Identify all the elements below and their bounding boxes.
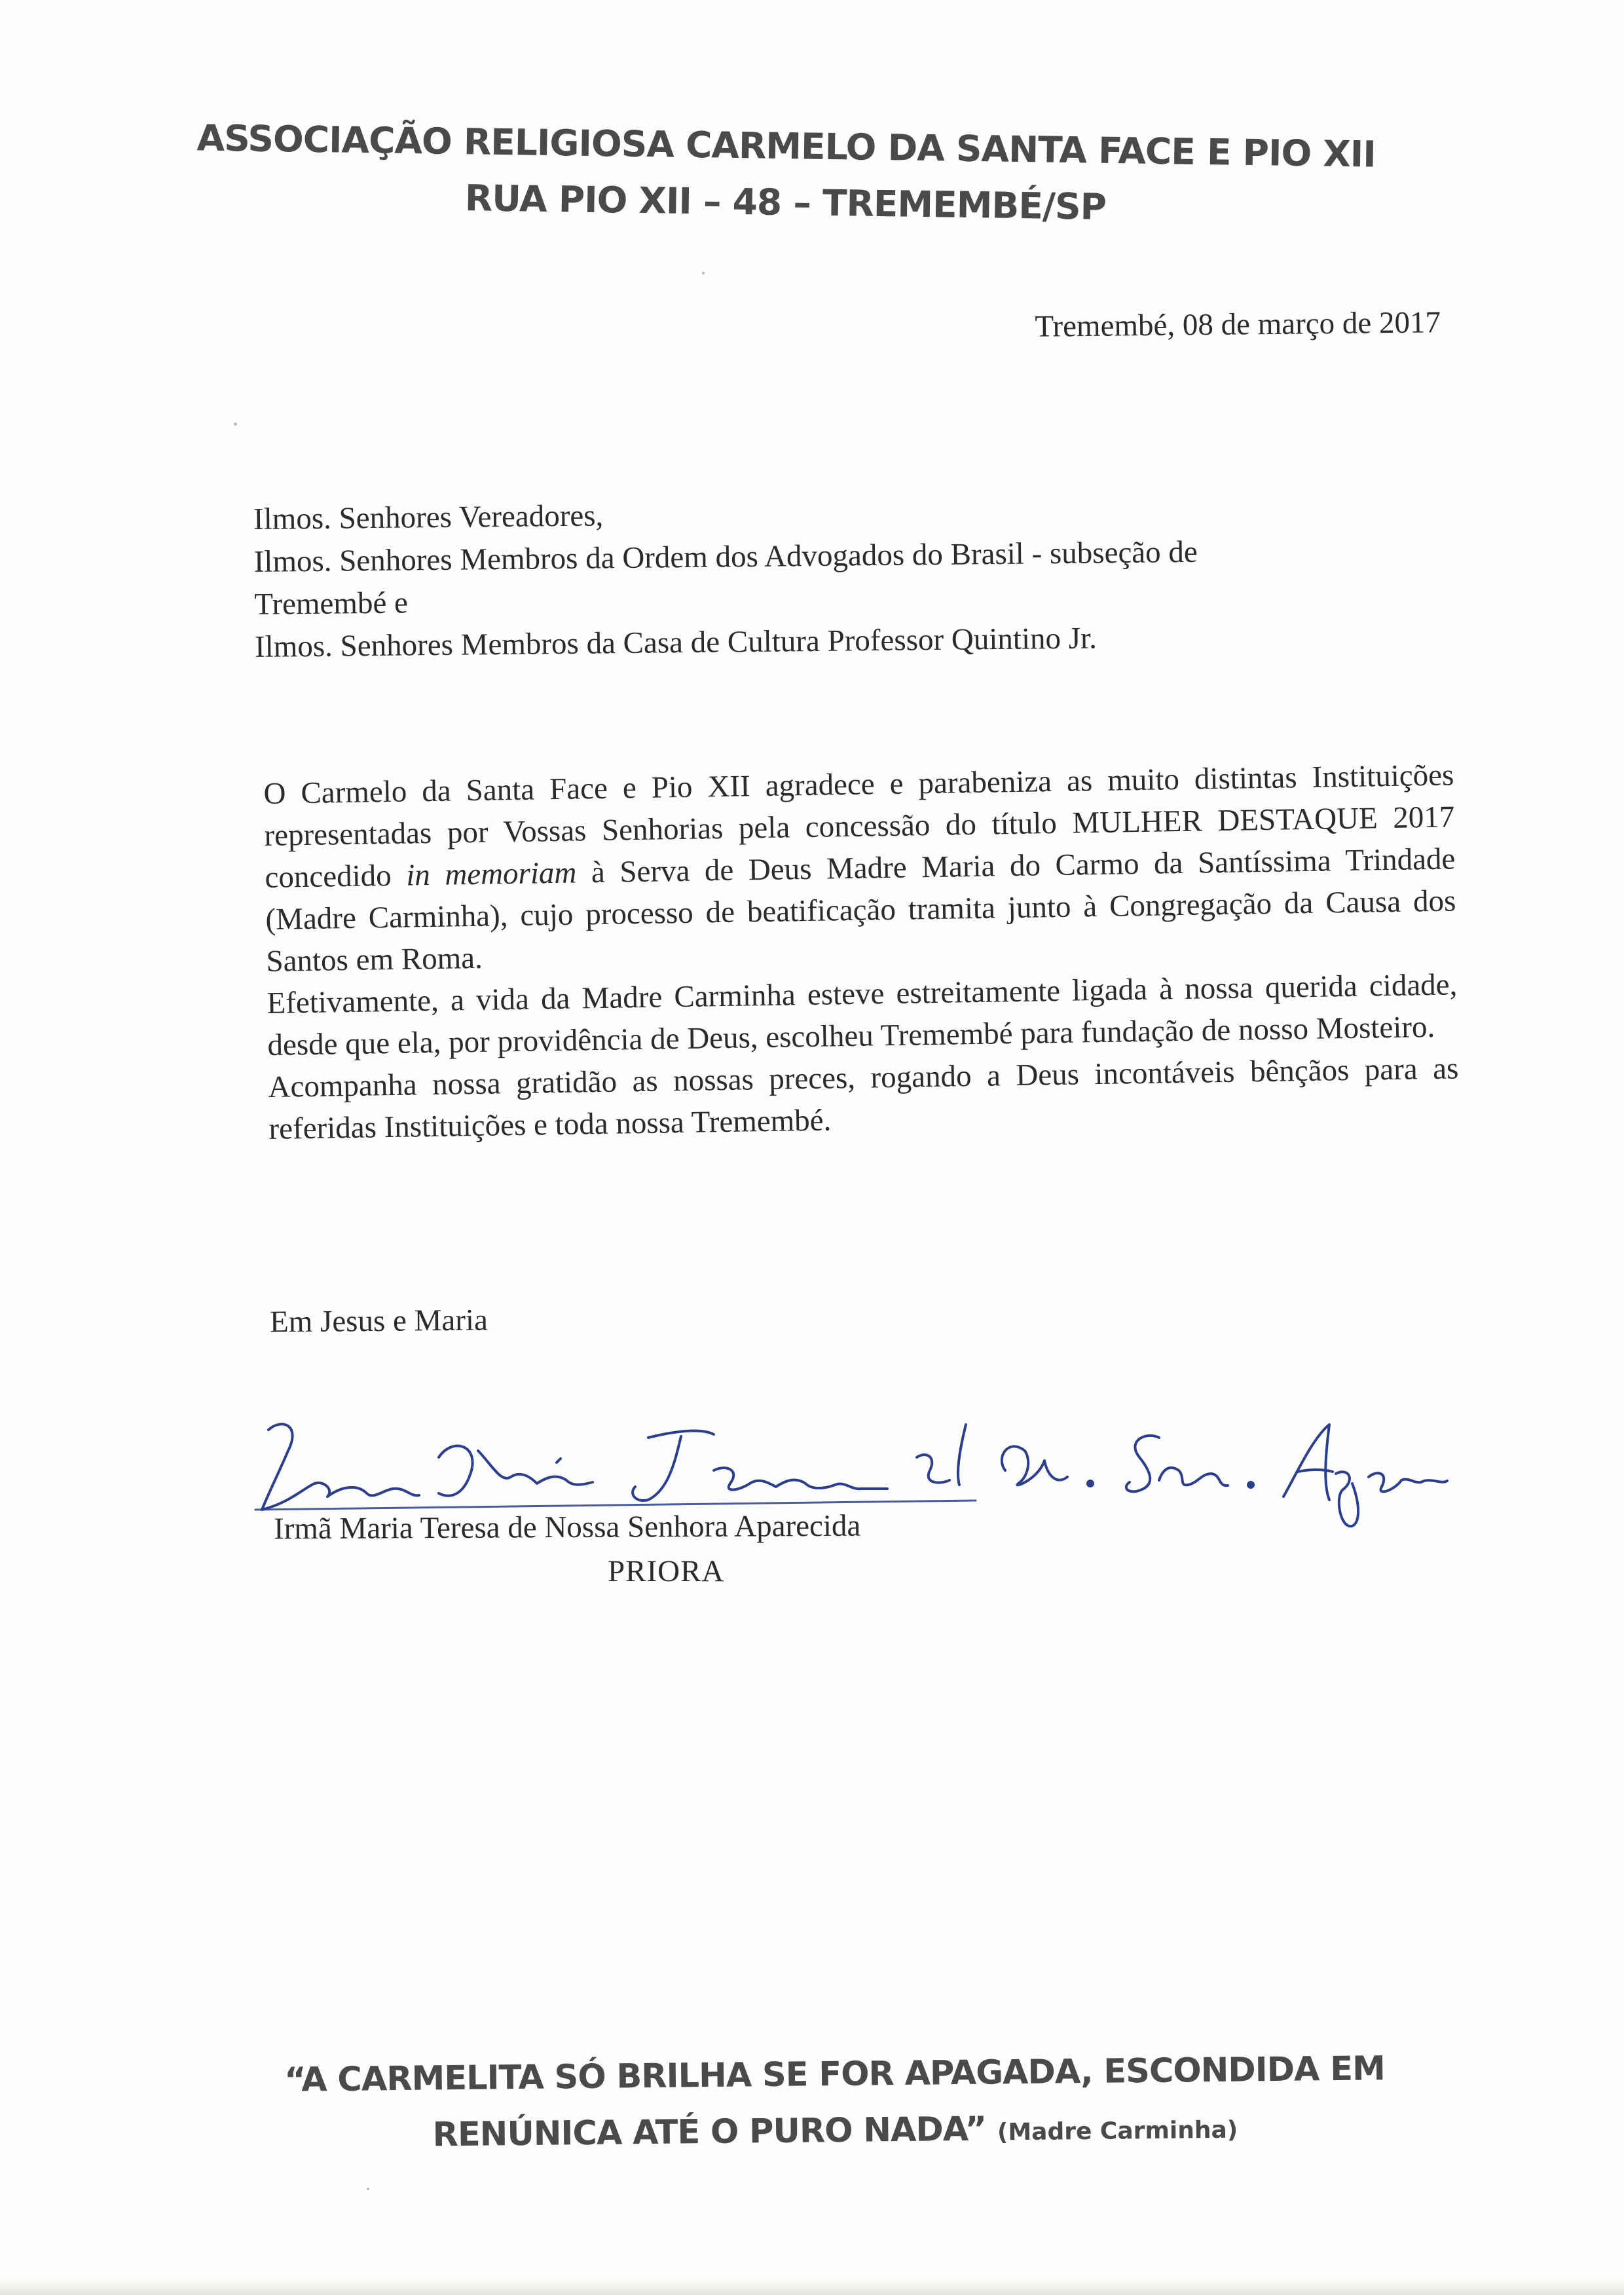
body-paragraph: Acompanha nossa gratidão as nossas preces, rogando a Deus incontáveis bênçãos para as referidas Instituições e toda nossa Tremembé.: [268, 1051, 1459, 1146]
motto-author: (Madre Carminha): [997, 2116, 1238, 2146]
signer-role: PRIORA: [608, 1554, 725, 1588]
salutation-line: Tremembé e: [254, 586, 409, 622]
scan-speck: [702, 272, 705, 274]
body-paragraph: [263, 754, 1457, 982]
salutation-line: Ilmos. Senhores Vereadores,: [253, 498, 604, 536]
body-italic-text: in memoriam: [405, 855, 577, 893]
motto-line: [229, 2097, 1441, 2169]
letterhead-address: RUA PIO XII – 48 – TREMEMBÉ/SP: [464, 177, 1107, 228]
salutation-line: Ilmos. Senhores Membros da Ordem dos Advogados do Brasil - subseção de: [253, 534, 1198, 579]
letterhead-title: ASSOCIAÇÃO RELIGIOSA CARMELO DA SANTA FACE E PIO XII: [196, 117, 1376, 176]
letterhead: [196, 109, 1376, 238]
signer-name: Irmã Maria Teresa de Nossa Senhora Aparecida: [273, 1508, 861, 1546]
footer-motto: [229, 2040, 1441, 2169]
salutation: [253, 487, 1369, 669]
salutation-line: Ilmos. Senhores Membros da Casa de Cultura Professor Quintino Jr.: [254, 621, 1098, 664]
body-paragraph: Efetivamente, a vida da Madre Carminha esteve estreitamente ligada à nossa querida cidade, desde que ela, por providência de Deus, escolheu Tremembé para fundação de nosso Mosteiro.: [267, 967, 1458, 1062]
letter-body: [263, 754, 1460, 1149]
motto-text: RENÚNICA ATÉ O PURO NADA”: [432, 2110, 987, 2155]
scan-speck: [234, 422, 237, 426]
body-text: O Carmelo da Santa Face e Pio XII agradece e parabeniza as muito distintas Instituições representadas por Vossas Senhorias pela concessão do título MULHER DESTAQUE 2017 concedido: [263, 758, 1455, 895]
letter-date: Tremembé, 08 de março de 2017: [1035, 305, 1441, 344]
scan-speck: [367, 2188, 369, 2190]
body-text: à Serva de Deus Madre Maria do Carmo da Santíssima Trindade (Madre Carminha), cujo processo de beatificação tramita junto à Congregação da Causa dos Santos em Roma.: [265, 842, 1456, 979]
scan-bottom-edge: [0, 2278, 1624, 2295]
closing: Em Jesus e Maria: [269, 1303, 489, 1339]
motto-line: “A CARMELITA SÓ BRILHA SE FOR APAGADA, ESCONDIDA EM: [284, 2049, 1386, 2100]
